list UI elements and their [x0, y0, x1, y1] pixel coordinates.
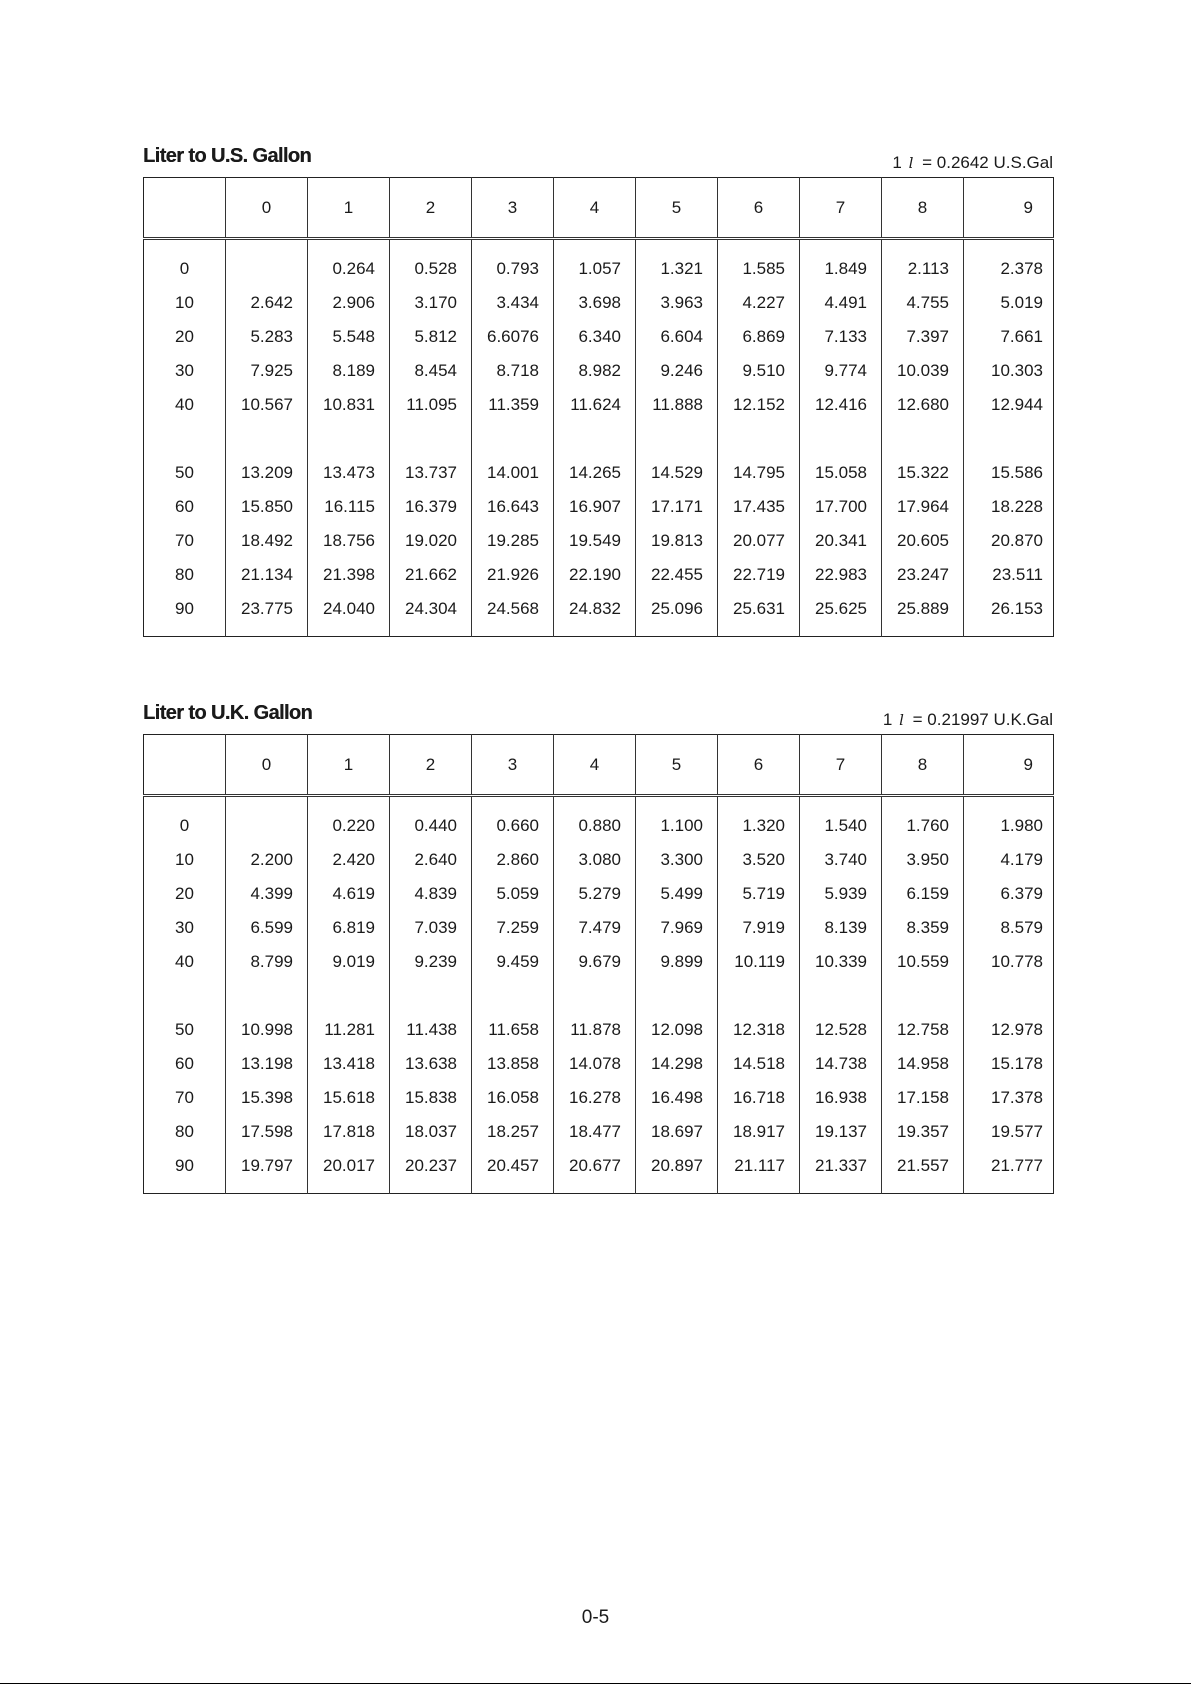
uk-conversion-table [143, 734, 1054, 1194]
column-header-4: 4 [554, 178, 636, 239]
value-cell: 11.878 [554, 1013, 636, 1047]
value-cell: 23.775 [226, 592, 308, 637]
value-cell: 15.178 [964, 1047, 1054, 1081]
value-cell: 6.869 [718, 320, 800, 354]
us-litre-symbol: l [908, 154, 914, 172]
value-cell: 14.265 [554, 456, 636, 490]
row-header-cell: 90 [175, 1156, 194, 1175]
value-cell: 15.850 [226, 490, 308, 524]
value-cell: 1.057 [554, 239, 636, 287]
value-cell: 2.200 [226, 843, 308, 877]
value-cell: 15.838 [390, 1081, 472, 1115]
value-cell [226, 796, 308, 844]
value-cell: 0.880 [554, 796, 636, 844]
value-cell: 20.870 [964, 524, 1054, 558]
value-cell: 24.568 [472, 592, 554, 637]
table-row [144, 877, 1054, 911]
value-cell: 25.625 [800, 592, 882, 637]
row-header-cell: 0 [179, 816, 190, 835]
value-cell: 16.907 [554, 490, 636, 524]
value-cell: 18.037 [390, 1115, 472, 1149]
us-table-title: Liter to U.S. Gallon [143, 145, 312, 167]
value-cell: 16.938 [800, 1081, 882, 1115]
value-cell: 10.039 [882, 354, 964, 388]
value-cell: 10.831 [308, 388, 390, 456]
value-cell: 17.818 [308, 1115, 390, 1149]
value-cell: 10.998 [226, 1013, 308, 1047]
value-cell: 15.586 [964, 456, 1054, 490]
value-cell: 10.119 [718, 945, 800, 1013]
value-cell: 22.983 [800, 558, 882, 592]
us-table-header [144, 178, 1054, 239]
row-header-cell: 40 [175, 395, 194, 414]
value-cell: 14.298 [636, 1047, 718, 1081]
value-cell: 14.001 [472, 456, 554, 490]
column-header-3: 3 [472, 735, 554, 796]
value-cell: 4.179 [964, 843, 1054, 877]
value-cell: 18.756 [308, 524, 390, 558]
value-cell: 4.755 [882, 286, 964, 320]
row-header-cell: 10 [175, 293, 194, 312]
corner-header-cell [144, 735, 226, 796]
value-cell: 19.813 [636, 524, 718, 558]
value-cell: 13.737 [390, 456, 472, 490]
value-cell: 15.618 [308, 1081, 390, 1115]
value-cell: 17.598 [226, 1115, 308, 1149]
value-cell: 18.492 [226, 524, 308, 558]
table-row [144, 945, 1054, 1013]
value-cell: 2.378 [964, 239, 1054, 287]
value-cell: 14.529 [636, 456, 718, 490]
value-cell: 1.320 [718, 796, 800, 844]
value-cell: 16.379 [390, 490, 472, 524]
value-cell: 19.137 [800, 1115, 882, 1149]
value-cell: 11.624 [554, 388, 636, 456]
value-cell: 15.322 [882, 456, 964, 490]
value-cell: 2.640 [390, 843, 472, 877]
value-cell: 11.888 [636, 388, 718, 456]
value-cell: 20.605 [882, 524, 964, 558]
column-header-9: 9 [964, 735, 1054, 796]
table-row [144, 320, 1054, 354]
value-cell: 3.170 [390, 286, 472, 320]
row-header-cell: 10 [175, 850, 194, 869]
row-header-cell: 40 [175, 952, 194, 971]
us-conversion-prefix: 1 [892, 153, 902, 172]
value-cell: 9.246 [636, 354, 718, 388]
value-cell: 9.239 [390, 945, 472, 1013]
table-row [144, 354, 1054, 388]
value-cell: 13.198 [226, 1047, 308, 1081]
value-cell: 20.457 [472, 1149, 554, 1194]
value-cell [226, 239, 308, 287]
value-cell: 7.397 [882, 320, 964, 354]
value-cell: 12.978 [964, 1013, 1054, 1047]
value-cell: 25.096 [636, 592, 718, 637]
value-cell: 8.189 [308, 354, 390, 388]
value-cell: 20.237 [390, 1149, 472, 1194]
header-row [144, 735, 1054, 796]
value-cell: 10.303 [964, 354, 1054, 388]
row-header-cell: 30 [175, 918, 194, 937]
value-cell: 5.719 [718, 877, 800, 911]
value-cell: 20.341 [800, 524, 882, 558]
value-cell: 17.158 [882, 1081, 964, 1115]
column-header-7: 7 [800, 735, 882, 796]
value-cell: 15.058 [800, 456, 882, 490]
value-cell: 12.528 [800, 1013, 882, 1047]
value-cell: 19.797 [226, 1149, 308, 1194]
value-cell: 22.190 [554, 558, 636, 592]
column-header-2: 2 [390, 178, 472, 239]
value-cell: 14.795 [718, 456, 800, 490]
value-cell: 2.642 [226, 286, 308, 320]
table-row [144, 286, 1054, 320]
uk-conversion-value: = 0.21997 U.K.Gal [912, 710, 1053, 729]
value-cell: 14.078 [554, 1047, 636, 1081]
value-cell: 0.793 [472, 239, 554, 287]
value-cell: 12.318 [718, 1013, 800, 1047]
value-cell: 25.889 [882, 592, 964, 637]
uk-conversion-note [883, 710, 1053, 730]
value-cell: 21.134 [226, 558, 308, 592]
value-cell: 3.300 [636, 843, 718, 877]
value-cell: 0.528 [390, 239, 472, 287]
value-cell: 7.969 [636, 911, 718, 945]
row-header-cell: 20 [175, 884, 194, 903]
value-cell: 24.832 [554, 592, 636, 637]
column-header-7: 7 [800, 178, 882, 239]
value-cell: 0.440 [390, 796, 472, 844]
row-header-cell: 80 [175, 1122, 194, 1141]
row-header-cell: 60 [175, 497, 194, 516]
table-row [144, 843, 1054, 877]
value-cell: 21.662 [390, 558, 472, 592]
value-cell: 19.549 [554, 524, 636, 558]
column-header-6: 6 [718, 735, 800, 796]
row-header-cell: 0 [179, 259, 190, 278]
table-row [144, 1149, 1054, 1194]
value-cell: 12.680 [882, 388, 964, 456]
value-cell: 10.778 [964, 945, 1054, 1013]
column-header-4: 4 [554, 735, 636, 796]
value-cell: 8.718 [472, 354, 554, 388]
value-cell: 23.247 [882, 558, 964, 592]
value-cell: 11.438 [390, 1013, 472, 1047]
value-cell: 10.559 [882, 945, 964, 1013]
value-cell: 8.454 [390, 354, 472, 388]
value-cell: 3.520 [718, 843, 800, 877]
value-cell: 1.980 [964, 796, 1054, 844]
value-cell: 1.540 [800, 796, 882, 844]
table-row [144, 558, 1054, 592]
row-header-cell: 50 [175, 1020, 194, 1039]
table-row [144, 796, 1054, 844]
value-cell: 18.228 [964, 490, 1054, 524]
value-cell: 20.677 [554, 1149, 636, 1194]
table-row [144, 524, 1054, 558]
value-cell: 4.491 [800, 286, 882, 320]
table-row [144, 490, 1054, 524]
value-cell: 12.098 [636, 1013, 718, 1047]
value-cell: 5.059 [472, 877, 554, 911]
value-cell: 13.858 [472, 1047, 554, 1081]
value-cell: 0.264 [308, 239, 390, 287]
value-cell: 17.171 [636, 490, 718, 524]
value-cell: 16.718 [718, 1081, 800, 1115]
value-cell: 7.133 [800, 320, 882, 354]
value-cell: 16.058 [472, 1081, 554, 1115]
value-cell: 22.719 [718, 558, 800, 592]
value-cell: 12.152 [718, 388, 800, 456]
value-cell: 4.839 [390, 877, 472, 911]
header-row [144, 178, 1054, 239]
value-cell: 8.982 [554, 354, 636, 388]
value-cell: 17.700 [800, 490, 882, 524]
column-header-3: 3 [472, 178, 554, 239]
uk-gallon-section [143, 700, 1053, 1194]
value-cell: 4.619 [308, 877, 390, 911]
value-cell: 3.080 [554, 843, 636, 877]
value-cell: 2.113 [882, 239, 964, 287]
value-cell: 6.159 [882, 877, 964, 911]
value-cell: 24.304 [390, 592, 472, 637]
value-cell: 2.860 [472, 843, 554, 877]
value-cell: 14.518 [718, 1047, 800, 1081]
value-cell: 23.511 [964, 558, 1054, 592]
value-cell: 20.897 [636, 1149, 718, 1194]
corner-header-cell [144, 178, 226, 239]
value-cell: 21.117 [718, 1149, 800, 1194]
value-cell: 7.919 [718, 911, 800, 945]
value-cell: 21.557 [882, 1149, 964, 1194]
row-header-cell: 90 [175, 599, 194, 618]
value-cell: 6.6076 [472, 320, 554, 354]
row-header-cell: 20 [175, 327, 194, 346]
value-cell: 1.760 [882, 796, 964, 844]
value-cell: 18.697 [636, 1115, 718, 1149]
value-cell: 6.599 [226, 911, 308, 945]
value-cell: 8.139 [800, 911, 882, 945]
value-cell: 0.660 [472, 796, 554, 844]
uk-table-title: Liter to U.K. Gallon [143, 702, 313, 724]
table-row [144, 1013, 1054, 1047]
value-cell: 19.020 [390, 524, 472, 558]
value-cell: 18.257 [472, 1115, 554, 1149]
value-cell: 13.209 [226, 456, 308, 490]
value-cell: 12.944 [964, 388, 1054, 456]
value-cell: 12.416 [800, 388, 882, 456]
value-cell: 6.340 [554, 320, 636, 354]
value-cell: 6.604 [636, 320, 718, 354]
value-cell: 19.357 [882, 1115, 964, 1149]
column-header-0: 0 [226, 735, 308, 796]
uk-conversion-prefix: 1 [882, 710, 893, 729]
value-cell: 9.679 [554, 945, 636, 1013]
table-row [144, 239, 1054, 287]
column-header-6: 6 [718, 178, 800, 239]
value-cell: 1.849 [800, 239, 882, 287]
value-cell: 9.899 [636, 945, 718, 1013]
value-cell: 2.420 [308, 843, 390, 877]
uk-table-header [144, 735, 1054, 796]
value-cell: 5.019 [964, 286, 1054, 320]
value-cell: 7.925 [226, 354, 308, 388]
value-cell: 25.631 [718, 592, 800, 637]
uk-section-header [143, 700, 1053, 734]
value-cell: 17.435 [718, 490, 800, 524]
value-cell: 13.473 [308, 456, 390, 490]
value-cell: 13.418 [308, 1047, 390, 1081]
value-cell: 1.585 [718, 239, 800, 287]
value-cell: 9.019 [308, 945, 390, 1013]
value-cell: 16.643 [472, 490, 554, 524]
column-header-1: 1 [308, 178, 390, 239]
value-cell: 4.227 [718, 286, 800, 320]
value-cell: 3.950 [882, 843, 964, 877]
value-cell: 6.819 [308, 911, 390, 945]
value-cell: 5.499 [636, 877, 718, 911]
value-cell: 8.579 [964, 911, 1054, 945]
value-cell: 20.017 [308, 1149, 390, 1194]
table-row [144, 911, 1054, 945]
column-header-1: 1 [308, 735, 390, 796]
column-header-2: 2 [390, 735, 472, 796]
column-header-8: 8 [882, 178, 964, 239]
column-header-5: 5 [636, 735, 718, 796]
column-header-9: 9 [964, 178, 1054, 239]
value-cell: 17.964 [882, 490, 964, 524]
column-header-8: 8 [882, 735, 964, 796]
us-section-header [143, 143, 1053, 177]
value-cell: 12.758 [882, 1013, 964, 1047]
us-gallon-section [143, 143, 1053, 637]
table-row [144, 1115, 1054, 1149]
value-cell: 15.398 [226, 1081, 308, 1115]
value-cell: 10.339 [800, 945, 882, 1013]
value-cell: 16.115 [308, 490, 390, 524]
value-cell: 7.259 [472, 911, 554, 945]
uk-litre-symbol: l [899, 711, 904, 729]
value-cell: 9.459 [472, 945, 554, 1013]
us-conversion-value: = 0.2642 U.S.Gal [922, 153, 1053, 172]
value-cell: 7.039 [390, 911, 472, 945]
value-cell: 11.359 [472, 388, 554, 456]
value-cell: 18.477 [554, 1115, 636, 1149]
value-cell: 21.926 [472, 558, 554, 592]
value-cell: 20.077 [718, 524, 800, 558]
value-cell: 3.740 [800, 843, 882, 877]
value-cell: 3.963 [636, 286, 718, 320]
value-cell: 5.283 [226, 320, 308, 354]
value-cell: 7.661 [964, 320, 1054, 354]
column-header-0: 0 [226, 178, 308, 239]
value-cell: 14.738 [800, 1047, 882, 1081]
value-cell: 11.658 [472, 1013, 554, 1047]
value-cell: 9.510 [718, 354, 800, 388]
value-cell: 13.638 [390, 1047, 472, 1081]
value-cell: 22.455 [636, 558, 718, 592]
value-cell: 5.939 [800, 877, 882, 911]
table-row [144, 1081, 1054, 1115]
value-cell: 16.498 [636, 1081, 718, 1115]
us-conversion-note [892, 153, 1053, 173]
row-header-cell: 70 [175, 1088, 194, 1107]
row-header-cell: 30 [175, 361, 194, 380]
row-header-cell: 50 [175, 463, 194, 482]
table-row [144, 388, 1054, 456]
us-conversion-table [143, 177, 1054, 637]
value-cell: 3.434 [472, 286, 554, 320]
table-row [144, 1047, 1054, 1081]
value-cell: 10.567 [226, 388, 308, 456]
page-number: 0-5 [581, 1607, 610, 1628]
column-header-5: 5 [636, 178, 718, 239]
row-header-cell: 80 [175, 565, 194, 584]
value-cell: 8.359 [882, 911, 964, 945]
us-table-body [144, 239, 1054, 637]
value-cell: 5.279 [554, 877, 636, 911]
value-cell: 2.906 [308, 286, 390, 320]
value-cell: 9.774 [800, 354, 882, 388]
table-row [144, 456, 1054, 490]
value-cell: 3.698 [554, 286, 636, 320]
value-cell: 24.040 [308, 592, 390, 637]
value-cell: 19.577 [964, 1115, 1054, 1149]
bottom-rule [0, 1683, 1191, 1684]
table-row [144, 592, 1054, 637]
value-cell: 7.479 [554, 911, 636, 945]
value-cell: 14.958 [882, 1047, 964, 1081]
value-cell: 16.278 [554, 1081, 636, 1115]
value-cell: 11.095 [390, 388, 472, 456]
row-header-cell: 60 [175, 1054, 194, 1073]
value-cell: 21.398 [308, 558, 390, 592]
value-cell: 1.321 [636, 239, 718, 287]
value-cell: 6.379 [964, 877, 1054, 911]
value-cell: 5.548 [308, 320, 390, 354]
value-cell: 8.799 [226, 945, 308, 1013]
value-cell: 21.337 [800, 1149, 882, 1194]
value-cell: 19.285 [472, 524, 554, 558]
value-cell: 1.100 [636, 796, 718, 844]
row-header-cell: 70 [175, 531, 194, 550]
value-cell: 21.777 [964, 1149, 1054, 1194]
value-cell: 18.917 [718, 1115, 800, 1149]
value-cell: 4.399 [226, 877, 308, 911]
uk-table-body [144, 796, 1054, 1194]
value-cell: 17.378 [964, 1081, 1054, 1115]
value-cell: 11.281 [308, 1013, 390, 1047]
value-cell: 0.220 [308, 796, 390, 844]
value-cell: 5.812 [390, 320, 472, 354]
value-cell: 26.153 [964, 592, 1054, 637]
